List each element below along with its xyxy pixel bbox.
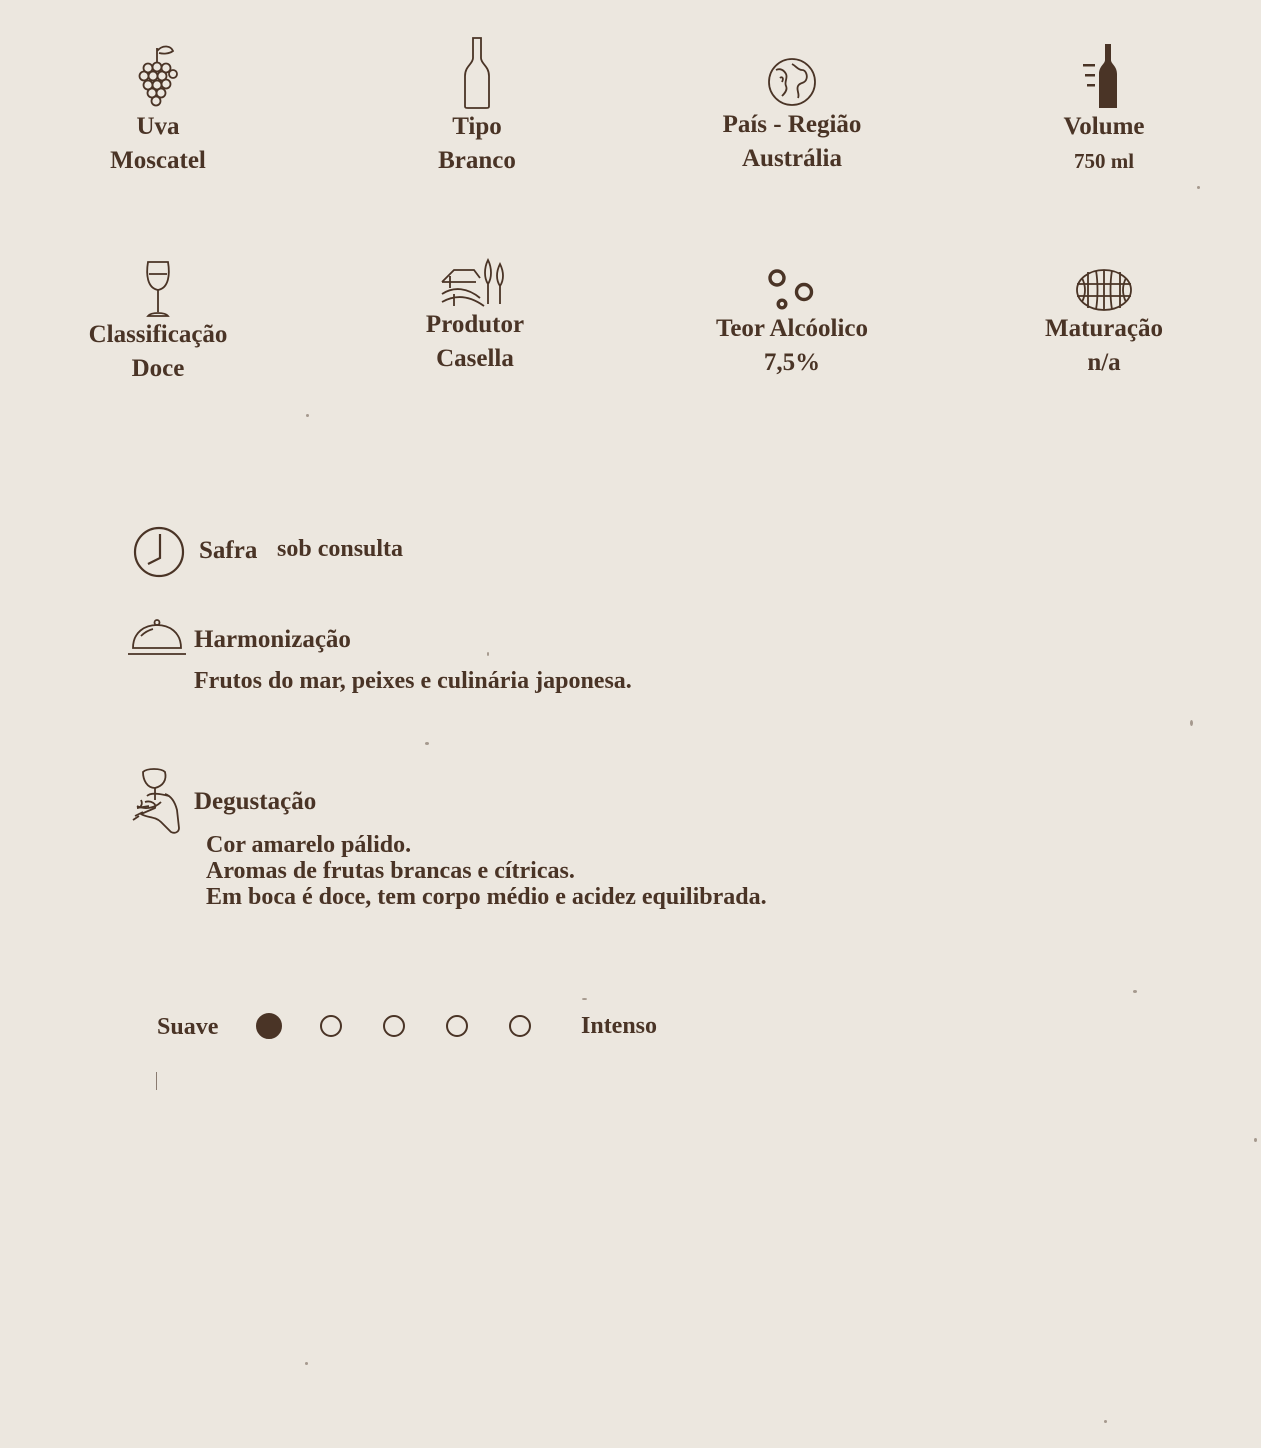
grape-icon — [133, 42, 183, 110]
intensity-max-label: Intenso — [581, 1013, 658, 1039]
clock-icon — [133, 526, 185, 578]
harmonizacao-heading: Harmonização — [194, 626, 351, 653]
attribute-country — [672, 56, 912, 176]
degustacao-line: Em boca é doce, tem corpo médio e acidez equilibrada. — [206, 884, 767, 910]
attribute-value: 7,5% — [763, 349, 821, 376]
attribute-label: Volume — [1063, 113, 1145, 140]
attribute-type — [357, 36, 597, 178]
degustacao-line: Cor amarelo pálido. — [206, 832, 412, 858]
attribute-label: Teor Alcóolico — [715, 315, 869, 342]
attribute-value: Doce — [131, 355, 185, 382]
intensity-dot-2 — [320, 1015, 342, 1037]
bottle-outline-icon — [462, 36, 492, 110]
intensity-dot-3 — [383, 1015, 405, 1037]
bubbles-icon — [767, 266, 817, 312]
attribute-value: 750 ml — [1073, 149, 1135, 173]
attribute-value: n/a — [1087, 349, 1121, 376]
attribute-label: Uva — [136, 113, 180, 140]
bottle-volume-icon — [1081, 42, 1127, 110]
attribute-value: Casella — [436, 345, 514, 372]
winery-icon — [440, 258, 510, 308]
attribute-classification — [38, 260, 278, 386]
attribute-label: Classificação — [88, 321, 228, 348]
cloche-icon — [127, 618, 187, 658]
attribute-value: Moscatel — [110, 147, 206, 174]
barrel-icon — [1074, 268, 1134, 312]
attribute-producer — [355, 258, 595, 376]
attribute-grape — [38, 42, 278, 178]
degustacao-heading: Degustação — [194, 788, 317, 815]
attribute-volume — [984, 42, 1224, 178]
intensity-dot-5 — [509, 1015, 531, 1037]
degustacao-text — [206, 832, 767, 910]
globe-icon — [766, 56, 818, 108]
attribute-value: Austrália — [742, 145, 842, 172]
safra-label: Safra — [199, 537, 258, 564]
degustacao-line: Aromas de frutas brancas e cítricas. — [206, 858, 575, 884]
harmonizacao-text: Frutos do mar, peixes e culinária japonesa. — [194, 668, 632, 694]
wine-glass-icon — [145, 260, 171, 318]
intensity-min-label: Suave — [157, 1014, 219, 1040]
tasting-hand-icon — [131, 766, 187, 838]
attribute-label: País - Região — [722, 111, 862, 138]
intensity-dot-1 — [256, 1013, 282, 1039]
attribute-value: Branco — [438, 147, 516, 174]
attribute-maturation — [984, 268, 1224, 380]
cursor-mark — [156, 1072, 159, 1090]
attribute-label: Maturação — [1044, 315, 1164, 342]
safra-value: sob consulta — [277, 536, 404, 562]
attribute-label: Produtor — [425, 311, 525, 338]
attribute-alcohol — [672, 266, 912, 380]
intensity-dot-4 — [446, 1015, 468, 1037]
attribute-label: Tipo — [452, 113, 502, 140]
